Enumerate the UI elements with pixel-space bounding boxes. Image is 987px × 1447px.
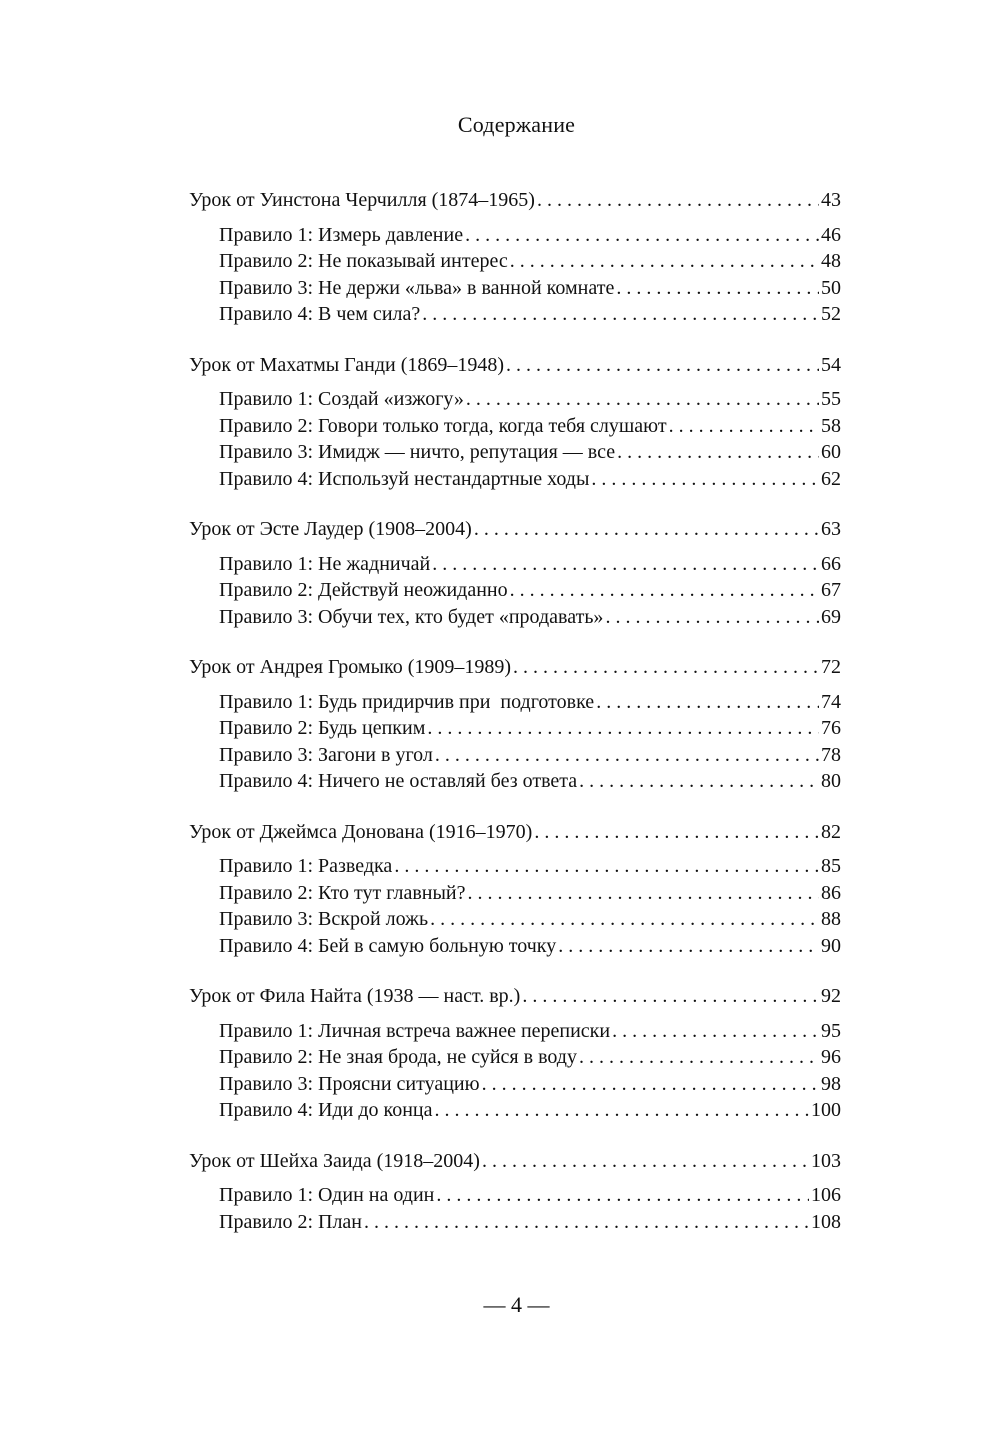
toc-rule-entry[interactable]	[189, 1018, 841, 1045]
toc-rule-entry[interactable]	[189, 853, 841, 880]
lesson-title: Урок от Фила Найта (1938 — наст. вр.)	[189, 985, 521, 1007]
dot-leader	[466, 386, 819, 413]
dot-leader	[522, 983, 819, 1010]
dot-leader	[435, 742, 819, 769]
rule-title: Правило 1: Создай «изжогу»	[219, 388, 464, 410]
dot-leader	[467, 880, 819, 907]
rule-title: Правило 3: Обучи тех, кто будет «продавать»	[219, 605, 604, 628]
lesson-title: Урок от Джеймса Донована (1916–1970)	[189, 820, 533, 843]
page-number: 76	[821, 717, 841, 739]
rule-title: Правило 2: Не показывай интерес	[219, 250, 508, 272]
lesson-title: Урок от Андрея Громыко (1909–1989)	[189, 656, 512, 678]
toc-rule-entry[interactable]	[189, 742, 841, 769]
toc-rule-entry[interactable]	[189, 222, 841, 249]
toc-lesson-entry[interactable]	[189, 654, 841, 681]
rule-title: Правило 1: Не жадничай	[219, 552, 431, 575]
page-number: 66	[821, 552, 841, 575]
rule-title: Правило 1: Будь придирчив при подготовке	[219, 690, 595, 713]
toc-section-knight	[189, 983, 841, 1124]
page-number: 55	[821, 388, 841, 410]
dot-leader	[482, 1071, 819, 1098]
page-number: 92	[821, 985, 841, 1007]
rule-title: Правило 1: Один на один	[219, 1184, 435, 1206]
dot-leader	[394, 853, 819, 880]
toc-lesson-entry[interactable]	[189, 187, 841, 214]
rule-title: Правило 1: Разведка	[219, 855, 393, 877]
toc-lesson-entry[interactable]	[189, 983, 841, 1010]
lesson-title: Урок от Шейха Заида (1918–2004)	[189, 1149, 480, 1172]
rule-title: Правило 3: Имидж — ничто, репутация — все	[219, 441, 616, 463]
page-number: 80	[821, 770, 841, 792]
toc-rule-entry[interactable]	[189, 301, 841, 328]
dot-leader	[482, 1148, 809, 1175]
page-number: 90	[821, 934, 841, 957]
dot-leader	[558, 933, 819, 960]
dot-leader	[534, 819, 819, 846]
toc-rule-entry[interactable]	[189, 689, 841, 716]
rule-title: Правило 3: Загони в угол	[219, 743, 433, 766]
toc-lesson-entry[interactable]	[189, 1148, 841, 1175]
page-folio: — 4 —	[483, 1292, 550, 1317]
toc-rule-entry[interactable]	[189, 604, 841, 631]
dot-leader	[579, 768, 819, 795]
dot-leader	[537, 187, 819, 214]
toc-rule-entry[interactable]	[189, 275, 841, 302]
dot-leader	[435, 1097, 810, 1124]
page-number: 98	[821, 1072, 841, 1095]
dot-leader	[364, 1209, 809, 1236]
toc-lesson-entry[interactable]	[189, 516, 841, 543]
dot-leader	[465, 222, 819, 249]
rule-title: Правило 4: Используй нестандартные ходы	[219, 467, 590, 490]
toc-rule-entry[interactable]	[189, 386, 841, 413]
lesson-title: Урок от Уинстона Черчилля (1874–1965)	[189, 189, 535, 211]
toc-rule-entry[interactable]	[189, 880, 841, 907]
page-number: 82	[821, 820, 841, 843]
toc-lesson-entry[interactable]	[189, 819, 841, 846]
page-number: 108	[811, 1210, 841, 1233]
dot-leader	[596, 689, 819, 716]
dot-leader	[422, 301, 819, 328]
page-number: 48	[821, 250, 841, 272]
toc-rule-entry[interactable]	[189, 439, 841, 466]
page-number: 46	[821, 223, 841, 246]
rule-title: Правило 2: Говори только тогда, когда тебя слушают	[219, 414, 667, 437]
rule-title: Правило 3: Не держи «льва» в ванной комнате	[219, 276, 615, 299]
rule-title: Правило 3: Проясни ситуацию	[219, 1072, 480, 1095]
dot-leader	[513, 654, 819, 681]
toc-rule-entry[interactable]	[189, 933, 841, 960]
page-number: 96	[821, 1046, 841, 1068]
page-number: 74	[821, 690, 841, 713]
page-number: 72	[821, 656, 841, 678]
dot-leader	[612, 1018, 819, 1045]
page-title: Содержание	[457, 112, 576, 137]
rule-title: Правило 4: Иди до конца	[219, 1099, 433, 1121]
toc-rule-entry[interactable]	[189, 715, 841, 742]
rule-title: Правило 2: Будь цепким	[219, 717, 426, 739]
toc-section-gromyko	[189, 654, 841, 795]
dot-leader	[605, 604, 819, 631]
dot-leader	[669, 413, 819, 440]
page-number: 100	[811, 1099, 841, 1121]
toc-rule-entry[interactable]	[189, 1097, 841, 1124]
page-number: 88	[821, 908, 841, 930]
rule-title: Правило 4: Ничего не оставляй без ответа	[219, 770, 578, 792]
toc-rule-entry[interactable]	[189, 577, 841, 604]
toc-rule-entry[interactable]	[189, 1071, 841, 1098]
page-number: 95	[821, 1019, 841, 1042]
page-number: 62	[821, 467, 841, 490]
toc-rule-entry[interactable]	[189, 1044, 841, 1071]
toc-rule-entry[interactable]	[189, 413, 841, 440]
rule-title: Правило 4: Бей в самую больную точку	[219, 934, 557, 957]
page-number: 85	[821, 855, 841, 877]
page-number: 50	[821, 276, 841, 299]
page-number: 63	[821, 518, 841, 540]
toc-section-donovan	[189, 819, 841, 960]
rule-title: Правило 3: Вскрой ложь	[219, 908, 429, 930]
dot-leader	[427, 715, 819, 742]
page-number: 103	[811, 1149, 841, 1172]
dot-leader	[510, 577, 819, 604]
toc-section-lauder	[189, 516, 841, 630]
dot-leader	[617, 439, 819, 466]
rule-title: Правило 2: Действуй неожиданно	[219, 579, 508, 601]
page-number: 86	[821, 881, 841, 904]
toc-section-gandhi	[189, 352, 841, 493]
toc-rule-entry[interactable]	[189, 1182, 841, 1209]
dot-leader	[474, 516, 819, 543]
page-number: 43	[821, 189, 841, 211]
rule-title: Правило 2: План	[219, 1210, 363, 1233]
dot-leader	[506, 352, 819, 379]
toc-section-zayed	[189, 1148, 841, 1236]
dot-leader	[579, 1044, 819, 1071]
toc-rule-entry[interactable]	[189, 551, 841, 578]
dot-leader	[616, 275, 819, 302]
toc-rule-entry[interactable]	[189, 466, 841, 493]
dot-leader	[510, 248, 819, 275]
page-number: 54	[821, 353, 841, 376]
table-of-contents	[189, 187, 841, 1259]
rule-title: Правило 2: Кто тут главный?	[219, 881, 466, 904]
lesson-title: Урок от Махатмы Ганди (1869–1948)	[189, 353, 505, 376]
page-number: 78	[821, 743, 841, 766]
lesson-title: Урок от Эсте Лаудер (1908–2004)	[189, 518, 472, 540]
rule-title: Правило 1: Личная встреча важнее переписки	[219, 1019, 611, 1042]
dot-leader	[436, 1182, 809, 1209]
page-number: 58	[821, 414, 841, 437]
toc-lesson-entry[interactable]	[189, 352, 841, 379]
dot-leader	[591, 466, 819, 493]
toc-rule-entry[interactable]	[189, 906, 841, 933]
toc-rule-entry[interactable]	[189, 768, 841, 795]
toc-section-churchill	[189, 187, 841, 328]
toc-rule-entry[interactable]	[189, 248, 841, 275]
dot-leader	[432, 551, 819, 578]
rule-title: Правило 2: Не зная брода, не суйся в воду	[219, 1046, 577, 1068]
rule-title: Правило 1: Измерь давление	[219, 223, 464, 246]
page-number: 60	[821, 441, 841, 463]
rule-title: Правило 4: В чем сила?	[219, 303, 421, 325]
dot-leader	[430, 906, 819, 933]
page-number: 67	[821, 579, 841, 601]
page-number: 52	[821, 303, 841, 325]
page-number: 69	[821, 605, 841, 628]
toc-rule-entry[interactable]	[189, 1209, 841, 1236]
page-number: 106	[811, 1184, 841, 1206]
